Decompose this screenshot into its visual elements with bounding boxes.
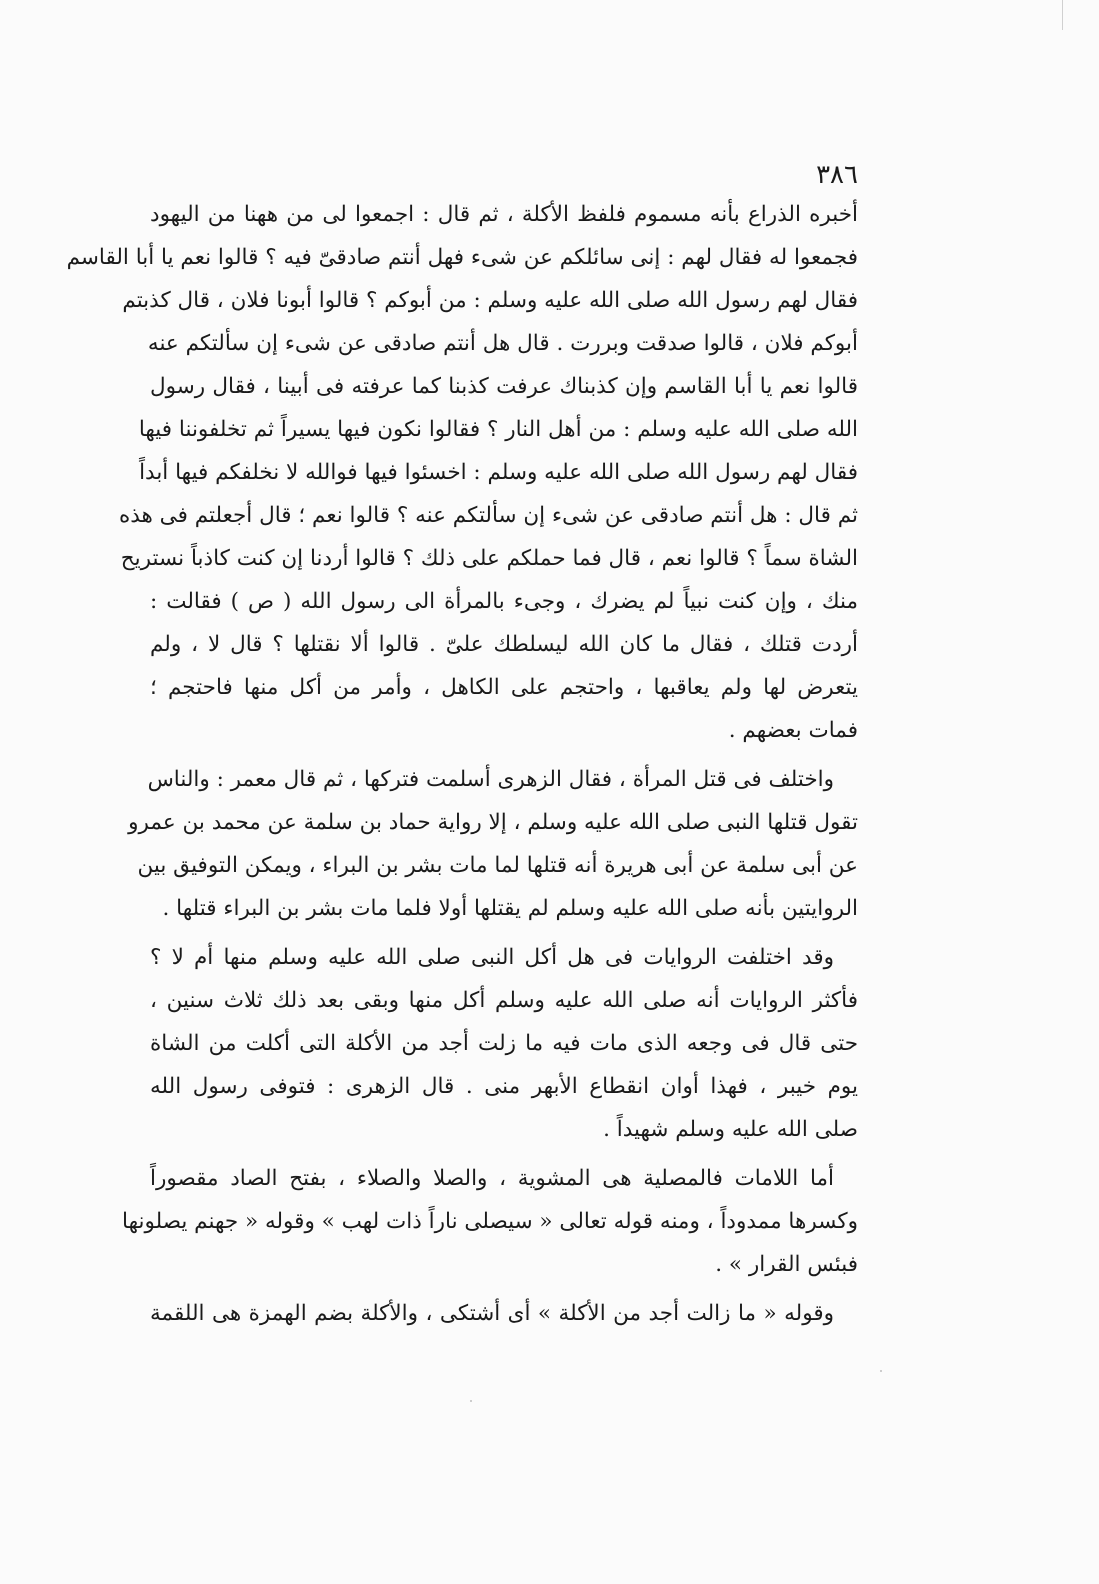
scan-speck xyxy=(880,1370,882,1372)
page-number: ٣٨٦ xyxy=(816,160,858,190)
text-line: أردت قتلك ، فقال ما كان الله ليسلطك علىّ . قالوا ألا نقتلها ؟ قال لا ، ولم xyxy=(150,632,858,657)
text-line: أخبره الذراع بأنه مسموم فلفظ الأكلة ، ثم قال : اجمعوا لى من ههنا من اليهود xyxy=(150,202,858,227)
text-line: فجمعوا له فقال لهم : إنى سائلكم عن شىء فهل أنتم صادقىّ فيه ؟ قالوا نعم يا أبا القاسم xyxy=(66,245,858,270)
text-line: أما اللامات فالمصلية هى المشوية ، والصلا والصلاء ، بفتح الصاد مقصوراً xyxy=(150,1166,834,1191)
text-line: قالوا نعم يا أبا القاسم وإن كذبناك عرفت كذبنا كما عرفته فى أبينا ، فقال رسول xyxy=(150,374,858,399)
text-line: وقد اختلفت الروايات فى هل أكل النبى صلى الله عليه وسلم منها أم لا ؟ xyxy=(150,945,834,970)
text-line: الله صلى الله عليه وسلم : من أهل النار ؟ فقالوا نكون فيها يسيراً ثم تخلفوننا فيها xyxy=(138,417,858,442)
body-text xyxy=(66,193,858,1335)
scan-speck xyxy=(470,1400,472,1402)
text-line: فمات بعضهم . xyxy=(728,718,858,743)
text-line: واختلف فى قتل المرأة ، فقال الزهرى أسلمت فتركها ، ثم قال معمر : والناس xyxy=(147,767,834,792)
text-line: حتى قال فى وجعه الذى مات فيه ما زلت أجد من الأكلة التى أكلت من الشاة xyxy=(150,1031,858,1056)
text-line: يتعرض لها ولم يعاقبها ، واحتجم على الكاهل ، وأمر من أكل منها فاحتجم ؛ xyxy=(150,675,858,700)
text-line: فقال لهم رسول الله صلى الله عليه وسلم : من أبوكم ؟ قالوا أبونا فلان ، قال كذبتم xyxy=(122,288,858,313)
text-line: فأكثر الروايات أنه صلى الله عليه وسلم أكل منها وبقى بعد ذلك ثلاث سنين ، xyxy=(150,988,858,1013)
text-line: فبئس القرار » . xyxy=(715,1252,858,1277)
text-line: ثم قال : هل أنتم صادقى عن شىء إن سألتكم عنه ؟ قالوا نعم ؛ قال أجعلتم فى هذه xyxy=(118,503,858,528)
text-line: أبوكم فلان ، قالوا صدقت وبررت . قال هل أنتم صادقى عن شىء إن سألتكم عنه xyxy=(147,331,858,356)
text-line: تقول قتلها النبى صلى الله عليه وسلم ، إلا رواية حماد بن سلمة عن محمد بن عمرو xyxy=(128,810,858,835)
text-line: منك ، وإن كنت نبياً لم يضرك ، وجىء بالمرأة الى رسول الله ( ص ) فقالت : xyxy=(150,589,858,614)
text-line: الروايتين بأنه صلى الله عليه وسلم لم يقتلها أولا فلما مات بشر بن البراء قتلها . xyxy=(162,896,858,921)
text-line: الشاة سماً ؟ قالوا نعم ، قال فما حملكم على ذلك ؟ قالوا أردنا إن كنت كاذباً نستريح xyxy=(120,546,858,571)
text-line: وقوله « ما زالت أجد من الأكلة » أى أشتكى ، والأكلة بضم الهمزة هى اللقمة xyxy=(150,1301,834,1326)
text-line: يوم خيبر ، فهذا أوان انقطاع الأبهر منى . قال الزهرى : فتوفى رسول الله xyxy=(150,1074,858,1099)
text-line: فقال لهم رسول الله صلى الله عليه وسلم : اخسئوا فيها فوالله لا نخلفكم فيها أبداً xyxy=(139,460,858,485)
text-line: صلى الله عليه وسلم شهيداً . xyxy=(603,1117,858,1142)
text-line: عن أبى سلمة عن أبى هريرة أنه قتلها لما مات بشر بن البراء ، ويمكن التوفيق بين xyxy=(137,853,858,878)
text-line: وكسرها ممدوداً ، ومنه قوله تعالى « سيصلى ناراً ذات لهب » وقوله « جهنم يصلونها xyxy=(122,1209,858,1234)
scan-edge-mark xyxy=(1062,0,1063,30)
